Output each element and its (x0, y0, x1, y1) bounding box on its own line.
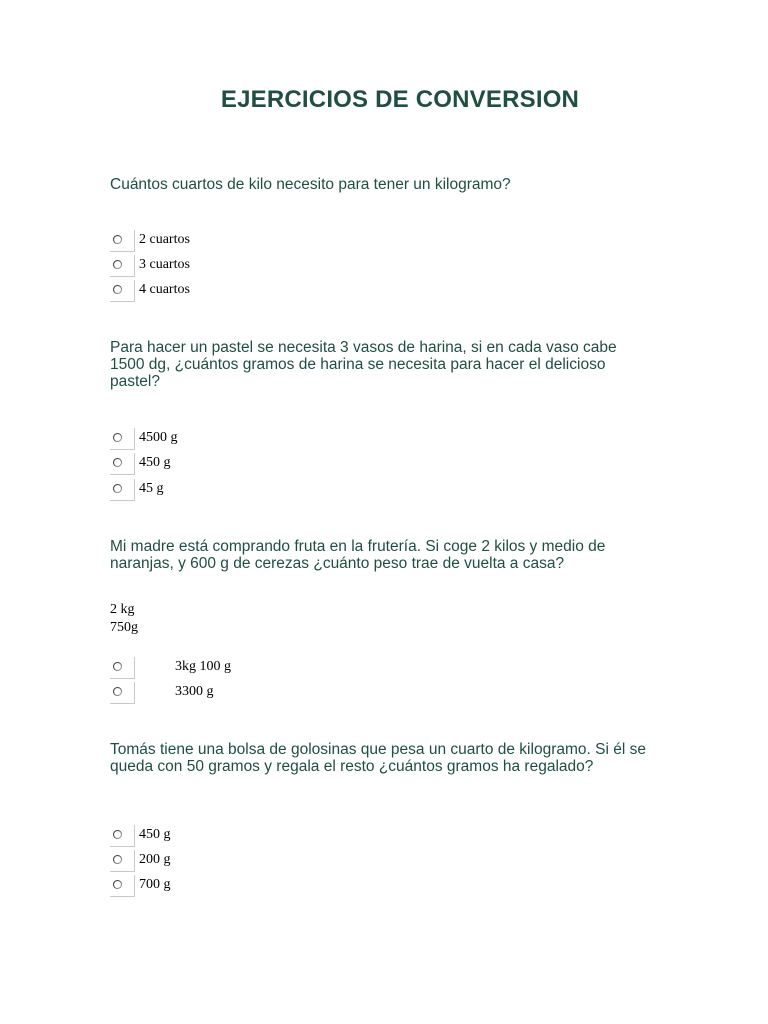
option-label: 4500 g (139, 430, 178, 445)
q2-option-2[interactable] (110, 453, 270, 475)
radio-button[interactable] (113, 662, 122, 671)
option-label: 45 g (139, 481, 164, 496)
q2-option-1[interactable] (110, 428, 270, 450)
q3-option-1[interactable] (110, 657, 270, 679)
option-label: 2 cuartos (139, 232, 190, 247)
radio-button[interactable] (113, 433, 122, 442)
radio-button[interactable] (113, 484, 122, 493)
radio-button[interactable] (113, 687, 122, 696)
option-label: 3300 g (175, 684, 214, 699)
question-3-text: Mi madre está comprando fruta en la frutería. Si coge 2 kilos y medio de naranjas, y 600 g de cerezas ¿cuánto peso trae de vuelta a casa? (110, 538, 606, 572)
q1-option-3[interactable] (110, 280, 270, 302)
question-4-text: Tomás tiene una bolsa de golosinas que pesa un cuarto de kilogramo. Si él se queda con 50 gramos y regala el resto ¿cuántos gramos ha regalado? (110, 741, 646, 775)
option-label: 200 g (139, 852, 171, 867)
radio-button[interactable] (113, 458, 122, 467)
radio-button[interactable] (113, 830, 122, 839)
radio-button[interactable] (113, 285, 122, 294)
q1-option-1[interactable] (110, 230, 270, 252)
radio-button[interactable] (113, 855, 122, 864)
page-title: EJERCICIOS DE CONVERSION (220, 86, 580, 113)
question-2-text: Para hacer un pastel se necesita 3 vasos de harina, si en cada vaso cabe 1500 dg, ¿cuántos gramos de harina se necesita para hacer el delicioso pastel? (110, 339, 617, 390)
radio-button[interactable] (113, 880, 122, 889)
option-label: 3 cuartos (139, 257, 190, 272)
option-label: 700 g (139, 877, 171, 892)
static-value: 2 kg (110, 602, 135, 617)
radio-button[interactable] (113, 260, 122, 269)
q2-option-3[interactable] (110, 479, 270, 501)
option-label: 4 cuartos (139, 282, 190, 297)
question-1-text: Cuántos cuartos de kilo necesito para tener un kilogramo? (110, 176, 511, 193)
radio-button[interactable] (113, 235, 122, 244)
q4-option-3[interactable] (110, 875, 270, 897)
q3-option-2[interactable] (110, 682, 270, 704)
q1-option-2[interactable] (110, 255, 270, 277)
static-value: 750g (110, 620, 138, 635)
option-label: 3kg 100 g (175, 659, 231, 674)
q4-option-2[interactable] (110, 850, 270, 872)
option-label: 450 g (139, 827, 171, 842)
q4-option-1[interactable] (110, 825, 270, 847)
option-label: 450 g (139, 455, 171, 470)
